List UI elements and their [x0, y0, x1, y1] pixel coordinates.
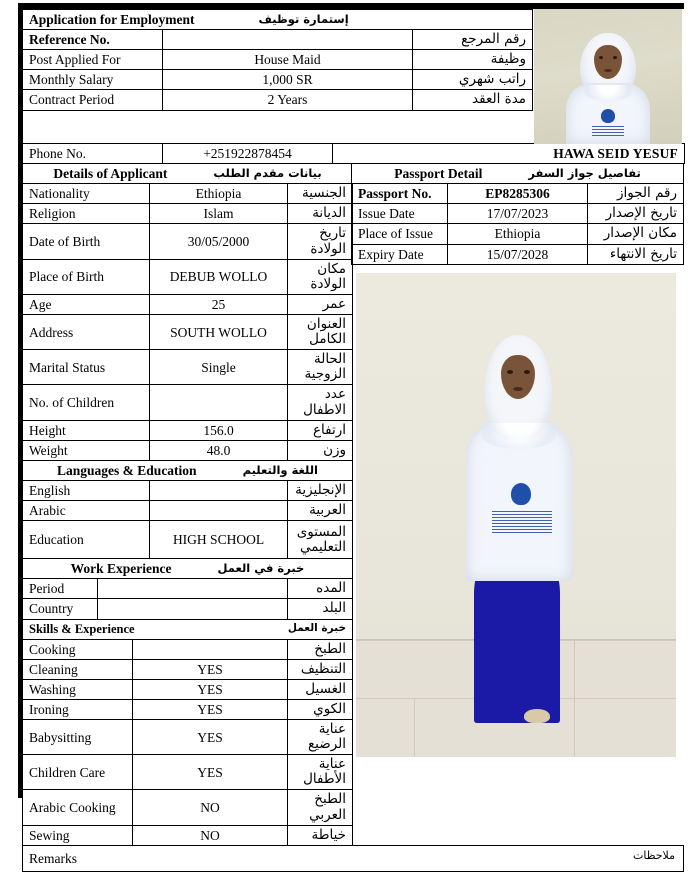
table-row	[23, 579, 353, 599]
date-of-birth-arabic: تاريخ الولادة	[288, 224, 353, 259]
passport-section-header-row	[352, 164, 684, 184]
arabic-cooking-value[interactable]: NO	[133, 790, 288, 825]
children-care-value[interactable]: YES	[133, 755, 288, 790]
form-sheet	[22, 9, 684, 872]
expiry-date-value[interactable]: 15/07/2028	[448, 244, 588, 264]
arabic-language-arabic: العربية	[288, 501, 353, 521]
period-label: Period	[23, 579, 98, 599]
english-label: English	[23, 480, 150, 500]
table-row	[23, 350, 353, 385]
weight-value[interactable]: 48.0	[150, 440, 288, 460]
height-label: Height	[23, 420, 150, 440]
table-row	[23, 790, 353, 825]
right-column	[351, 163, 683, 757]
contract-period-label: Contract Period	[23, 90, 163, 110]
left-column	[22, 163, 352, 846]
sewing-arabic: خياطة	[288, 825, 353, 845]
work-section-header-row	[23, 559, 353, 579]
table-row	[23, 30, 533, 50]
place-of-issue-label: Place of Issue	[352, 224, 448, 244]
passport-photo-slot	[532, 9, 684, 144]
no-of-children-label: No. of Children	[23, 385, 150, 420]
table-row	[23, 521, 353, 559]
details-header-ar: بيانات مقدم الطلب	[213, 166, 322, 181]
table-row	[23, 50, 533, 70]
table-row	[352, 184, 684, 204]
languages-section-header	[23, 460, 353, 480]
monthly-salary-arabic: راتب شهري	[413, 70, 533, 90]
cleaning-label: Cleaning	[23, 659, 133, 679]
table-row	[23, 440, 353, 460]
country-arabic: البلد	[288, 599, 353, 619]
place-of-birth-label: Place of Birth	[23, 259, 150, 294]
country-value[interactable]	[98, 599, 288, 619]
details-of-applicant-table	[22, 163, 353, 461]
age-arabic: عمر	[288, 294, 353, 314]
work-header-ar: خبرة في العمل	[217, 561, 305, 576]
table-row	[23, 420, 353, 440]
education-value[interactable]: HIGH SCHOOL	[150, 521, 288, 559]
marital-status-label: Marital Status	[23, 350, 150, 385]
expiry-date-arabic: تاريخ الانتهاء	[588, 244, 684, 264]
religion-label: Religion	[23, 204, 150, 224]
table-row	[23, 679, 353, 699]
table-row	[23, 825, 353, 845]
period-value[interactable]	[98, 579, 288, 599]
table-row	[23, 480, 353, 500]
babysitting-arabic: عناية الرضيع	[288, 719, 353, 754]
address-value[interactable]: SOUTH WOLLO	[150, 314, 288, 349]
issue-date-value[interactable]: 17/07/2023	[448, 204, 588, 224]
issue-date-label: Issue Date	[352, 204, 448, 224]
languages-header-en: Languages & Education	[57, 462, 197, 478]
post-applied-label: Post Applied For	[23, 50, 163, 70]
nationality-label: Nationality	[23, 184, 150, 204]
table-row	[23, 755, 353, 790]
monthly-salary-value[interactable]: 1,000 SR	[163, 70, 413, 90]
form-title-cell	[23, 10, 533, 30]
table-row	[23, 224, 353, 259]
reference-no-label: Reference No.	[23, 30, 163, 50]
details-section-header-row	[23, 164, 353, 184]
nationality-arabic: الجنسية	[288, 184, 353, 204]
monthly-salary-label: Monthly Salary	[23, 70, 163, 90]
passport-photo	[534, 9, 682, 144]
passport-no-value[interactable]: EP8285306	[448, 184, 588, 204]
details-section-header	[23, 164, 353, 184]
height-arabic: ارتفاع	[288, 420, 353, 440]
work-experience-table	[22, 558, 353, 619]
ironing-value[interactable]: YES	[133, 699, 288, 719]
washing-value[interactable]: YES	[133, 679, 288, 699]
header-table	[22, 9, 533, 111]
reference-no-value[interactable]	[163, 30, 413, 50]
ironing-label: Ironing	[23, 699, 133, 719]
place-of-issue-value[interactable]: Ethiopia	[448, 224, 588, 244]
post-applied-arabic: وظيفة	[413, 50, 533, 70]
table-row	[23, 659, 353, 679]
table-row	[352, 224, 684, 244]
passport-no-label: Passport No.	[352, 184, 448, 204]
skills-header-en: Skills & Experience	[29, 622, 135, 637]
work-header-en: Work Experience	[70, 561, 172, 577]
arabic-cooking-arabic: الطبخ العربي	[288, 790, 353, 825]
languages-header-ar: اللغة والتعليم	[242, 462, 318, 477]
phone-name-table	[22, 143, 685, 164]
skills-header-ar: خبرة العمل	[287, 622, 347, 635]
babysitting-value[interactable]: YES	[133, 719, 288, 754]
arabic-language-label: Arabic	[23, 501, 150, 521]
contract-period-arabic: مدة العقد	[413, 90, 533, 110]
cooking-arabic: الطبخ	[288, 639, 353, 659]
passport-header-en: Passport Detail	[394, 166, 483, 182]
table-row	[23, 70, 533, 90]
table-row	[23, 639, 353, 659]
washing-label: Washing	[23, 679, 133, 699]
languages-section-header-row	[23, 460, 353, 480]
remarks-cell[interactable]	[23, 845, 684, 871]
details-header-en: Details of Applicant	[53, 166, 168, 182]
no-of-children-arabic: عدد الاطفال	[288, 385, 353, 420]
address-label: Address	[23, 314, 150, 349]
applicant-name: HAWA SEID YESUF	[333, 144, 685, 164]
table-row	[23, 90, 533, 110]
skills-section-header	[23, 619, 353, 639]
work-section-header	[23, 559, 353, 579]
table-row	[23, 599, 353, 619]
age-value[interactable]: 25	[150, 294, 288, 314]
arabic-language-value[interactable]	[150, 501, 288, 521]
reference-no-arabic: رقم المرجع	[413, 30, 533, 50]
country-label: Country	[23, 599, 98, 619]
no-of-children-value[interactable]	[150, 385, 288, 420]
full-body-photo-slot	[351, 265, 683, 757]
place-of-birth-arabic: مكان الولادة	[288, 259, 353, 294]
passport-detail-table	[351, 163, 684, 265]
education-label: Education	[23, 521, 150, 559]
table-row	[352, 244, 684, 264]
remarks-label-ar: ملاحظات	[633, 848, 675, 862]
expiry-date-label: Expiry Date	[352, 244, 448, 264]
full-body-photo	[356, 273, 676, 757]
date-of-birth-value[interactable]: 30/05/2000	[150, 224, 288, 259]
table-row	[23, 501, 353, 521]
table-row	[23, 845, 684, 871]
phone-no-value[interactable]: +251922878454	[163, 144, 333, 164]
top-left-block	[22, 9, 532, 111]
issue-date-arabic: تاريخ الإصدار	[588, 204, 684, 224]
skills-section-header-row	[23, 619, 353, 639]
table-row	[23, 314, 353, 349]
remarks-label-en: Remarks	[29, 850, 77, 866]
table-row	[23, 259, 353, 294]
cooking-label: Cooking	[23, 639, 133, 659]
table-row	[23, 385, 353, 420]
table-row	[23, 184, 353, 204]
ironing-arabic: الكوي	[288, 699, 353, 719]
post-applied-value[interactable]: House Maid	[163, 50, 413, 70]
religion-value[interactable]: Islam	[150, 204, 288, 224]
top-band	[22, 9, 684, 144]
table-row	[23, 699, 353, 719]
height-value[interactable]: 156.0	[150, 420, 288, 440]
table-row	[23, 719, 353, 754]
english-arabic: الإنجليزية	[288, 480, 353, 500]
form-title-ar: إستمارة توظيف	[258, 12, 349, 27]
passport-section-header	[352, 164, 684, 184]
marital-status-arabic: الحالة الزوجية	[288, 350, 353, 385]
main-body	[22, 163, 684, 846]
table-row	[23, 204, 353, 224]
date-of-birth-label: Date of Birth	[23, 224, 150, 259]
children-care-label: Children Care	[23, 755, 133, 790]
contract-period-value[interactable]: 2 Years	[163, 90, 413, 110]
washing-arabic: الغسيل	[288, 679, 353, 699]
children-care-arabic: عناية الأطفال	[288, 755, 353, 790]
skills-experience-table	[22, 619, 353, 846]
cooking-value[interactable]	[133, 639, 288, 659]
place-of-issue-arabic: مكان الإصدار	[588, 224, 684, 244]
table-row	[352, 204, 684, 224]
sewing-label: Sewing	[23, 825, 133, 845]
form-title-row	[23, 10, 533, 30]
cleaning-arabic: التنظيف	[288, 659, 353, 679]
marital-status-value[interactable]: Single	[150, 350, 288, 385]
weight-arabic: وزن	[288, 440, 353, 460]
table-row	[23, 294, 353, 314]
age-label: Age	[23, 294, 150, 314]
nationality-value[interactable]: Ethiopia	[150, 184, 288, 204]
religion-arabic: الديانة	[288, 204, 353, 224]
place-of-birth-value[interactable]: DEBUB WOLLO	[150, 259, 288, 294]
weight-label: Weight	[23, 440, 150, 460]
phone-no-label: Phone No.	[23, 144, 163, 164]
cleaning-value[interactable]: YES	[133, 659, 288, 679]
english-value[interactable]	[150, 480, 288, 500]
languages-education-table	[22, 460, 353, 559]
period-arabic: المده	[288, 579, 353, 599]
address-arabic: العنوان الكامل	[288, 314, 353, 349]
form-title-en: Application for Employment	[29, 12, 195, 27]
passport-header-ar: تفاصيل جواز السفر	[528, 166, 641, 181]
arabic-cooking-label: Arabic Cooking	[23, 790, 133, 825]
table-row	[23, 144, 685, 164]
sewing-value[interactable]: NO	[133, 825, 288, 845]
remarks-table	[22, 845, 684, 872]
education-arabic: المستوى التعليمي	[288, 521, 353, 559]
passport-no-arabic: رقم الجواز	[588, 184, 684, 204]
babysitting-label: Babysitting	[23, 719, 133, 754]
